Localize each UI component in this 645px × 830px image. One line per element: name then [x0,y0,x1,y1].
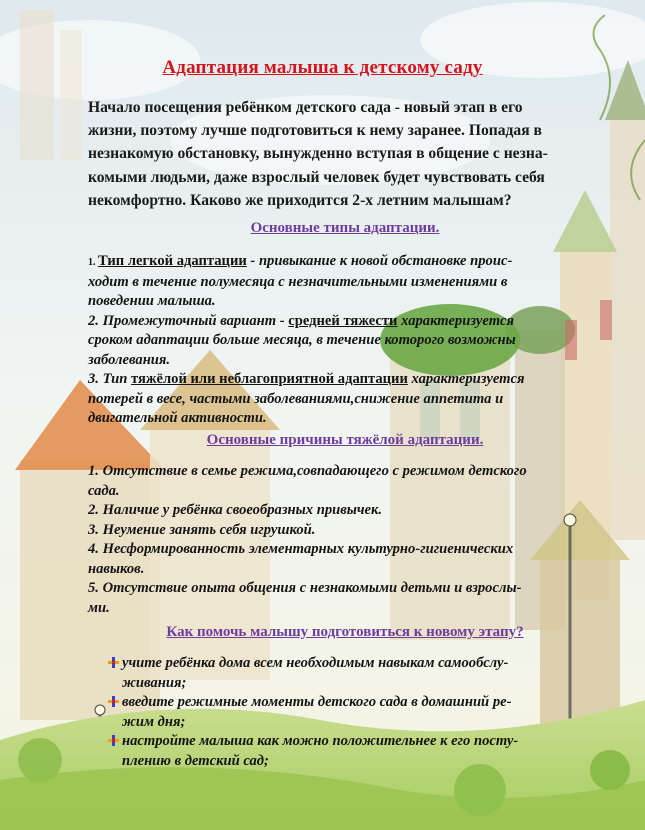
tip-text: плению в детский сад; [122,752,269,769]
section-heading-severe-causes: Основные причины тяжёлой адаптации. [206,432,484,448]
tip-text: жим дня; [122,713,186,730]
list-item [108,693,618,732]
separator: - [246,253,259,269]
adaptation-types-list [88,252,608,429]
list-item [88,370,608,390]
intro-line: незнакомую обстановку, вынужденно вступая в общение с незна- [88,145,548,163]
intro-line: некомфортно. Каково же приходится 2-х летним малышам? [88,191,512,209]
intro-line: комыми людьми, даже взрослый человек будет чувствовать себя [88,168,545,186]
item-text: поведении малыша. [88,293,216,309]
list-item: ми. [88,599,110,616]
item-text: характеризуется [397,312,515,329]
list-item [88,312,608,332]
list-item: 5. Отсутствие опыта общения с незнакомыми детьми и взрослы- [88,580,522,596]
list-item: навыков. [88,560,145,577]
item-text: двигательной активности. [88,410,267,426]
severe-causes-list [88,462,608,618]
term-severe-adaptation: тяжёлой или неблагоприятной адаптации [131,371,408,387]
intro-line: Начало посещения ребёнком детского сада - новый этап в его [88,99,523,116]
item-number: 1. [88,257,98,268]
section-heading-how-to-help: Как помочь малышу подготовиться к новому этапу? [166,624,524,640]
colorful-plus-bullet-icon [108,657,119,668]
tip-text: введите режимные моменты детского сада в домашний ре- [122,694,512,710]
intro-line: жизни, поэтому лучше подготовиться к нему заранее. Попадая в [88,122,542,140]
list-item: 4. Несформированность элементарных культурно-гигиенических [88,541,514,557]
colorful-plus-bullet-icon [108,696,119,707]
list-item: 3. Неумение занять себя игрушкой. [88,521,316,538]
tip-text: учите ребёнка дома всем необходимым навыкам самообслу- [122,655,509,671]
term-medium-severity: средней тяжести [288,312,398,329]
list-item [88,252,608,273]
item-text: сроком адаптации больше месяца, в течение которого возможны [88,332,516,348]
section-heading-adaptation-types: Основные типы адаптации. [250,220,440,236]
tip-text: живания; [122,674,187,691]
list-item [108,732,618,771]
item-prefix: 2. Промежуточный вариант - [88,312,289,329]
page-title: Адаптация малыша к детскому саду [162,57,483,78]
colorful-plus-bullet-icon [108,735,119,746]
item-text: заболевания. [88,351,171,368]
item-text: потерей в весе, частыми заболеваниями,снижение аппетита и [88,390,504,407]
intro-paragraph [88,96,608,212]
item-prefix: 3. Тип [88,371,132,387]
tip-text: настройте малыша как можно положительнее к его посту- [122,733,519,749]
list-item: сада. [88,482,120,499]
item-text: ходит в течение полумесяца с незначительными изменениями в [88,273,508,290]
item-text: привыкание к новой обстановке проис- [258,253,513,269]
list-item: 1. Отсутствие в семье режима,совпадающего с режимом детского [88,463,527,479]
list-item: 2. Наличие у ребёнка своеобразных привычек. [88,502,383,518]
help-tips-list [108,654,618,771]
item-text: характеризуется [407,371,525,387]
term-light-adaptation: Тип легкой адаптации [98,253,247,269]
list-item [108,654,618,693]
